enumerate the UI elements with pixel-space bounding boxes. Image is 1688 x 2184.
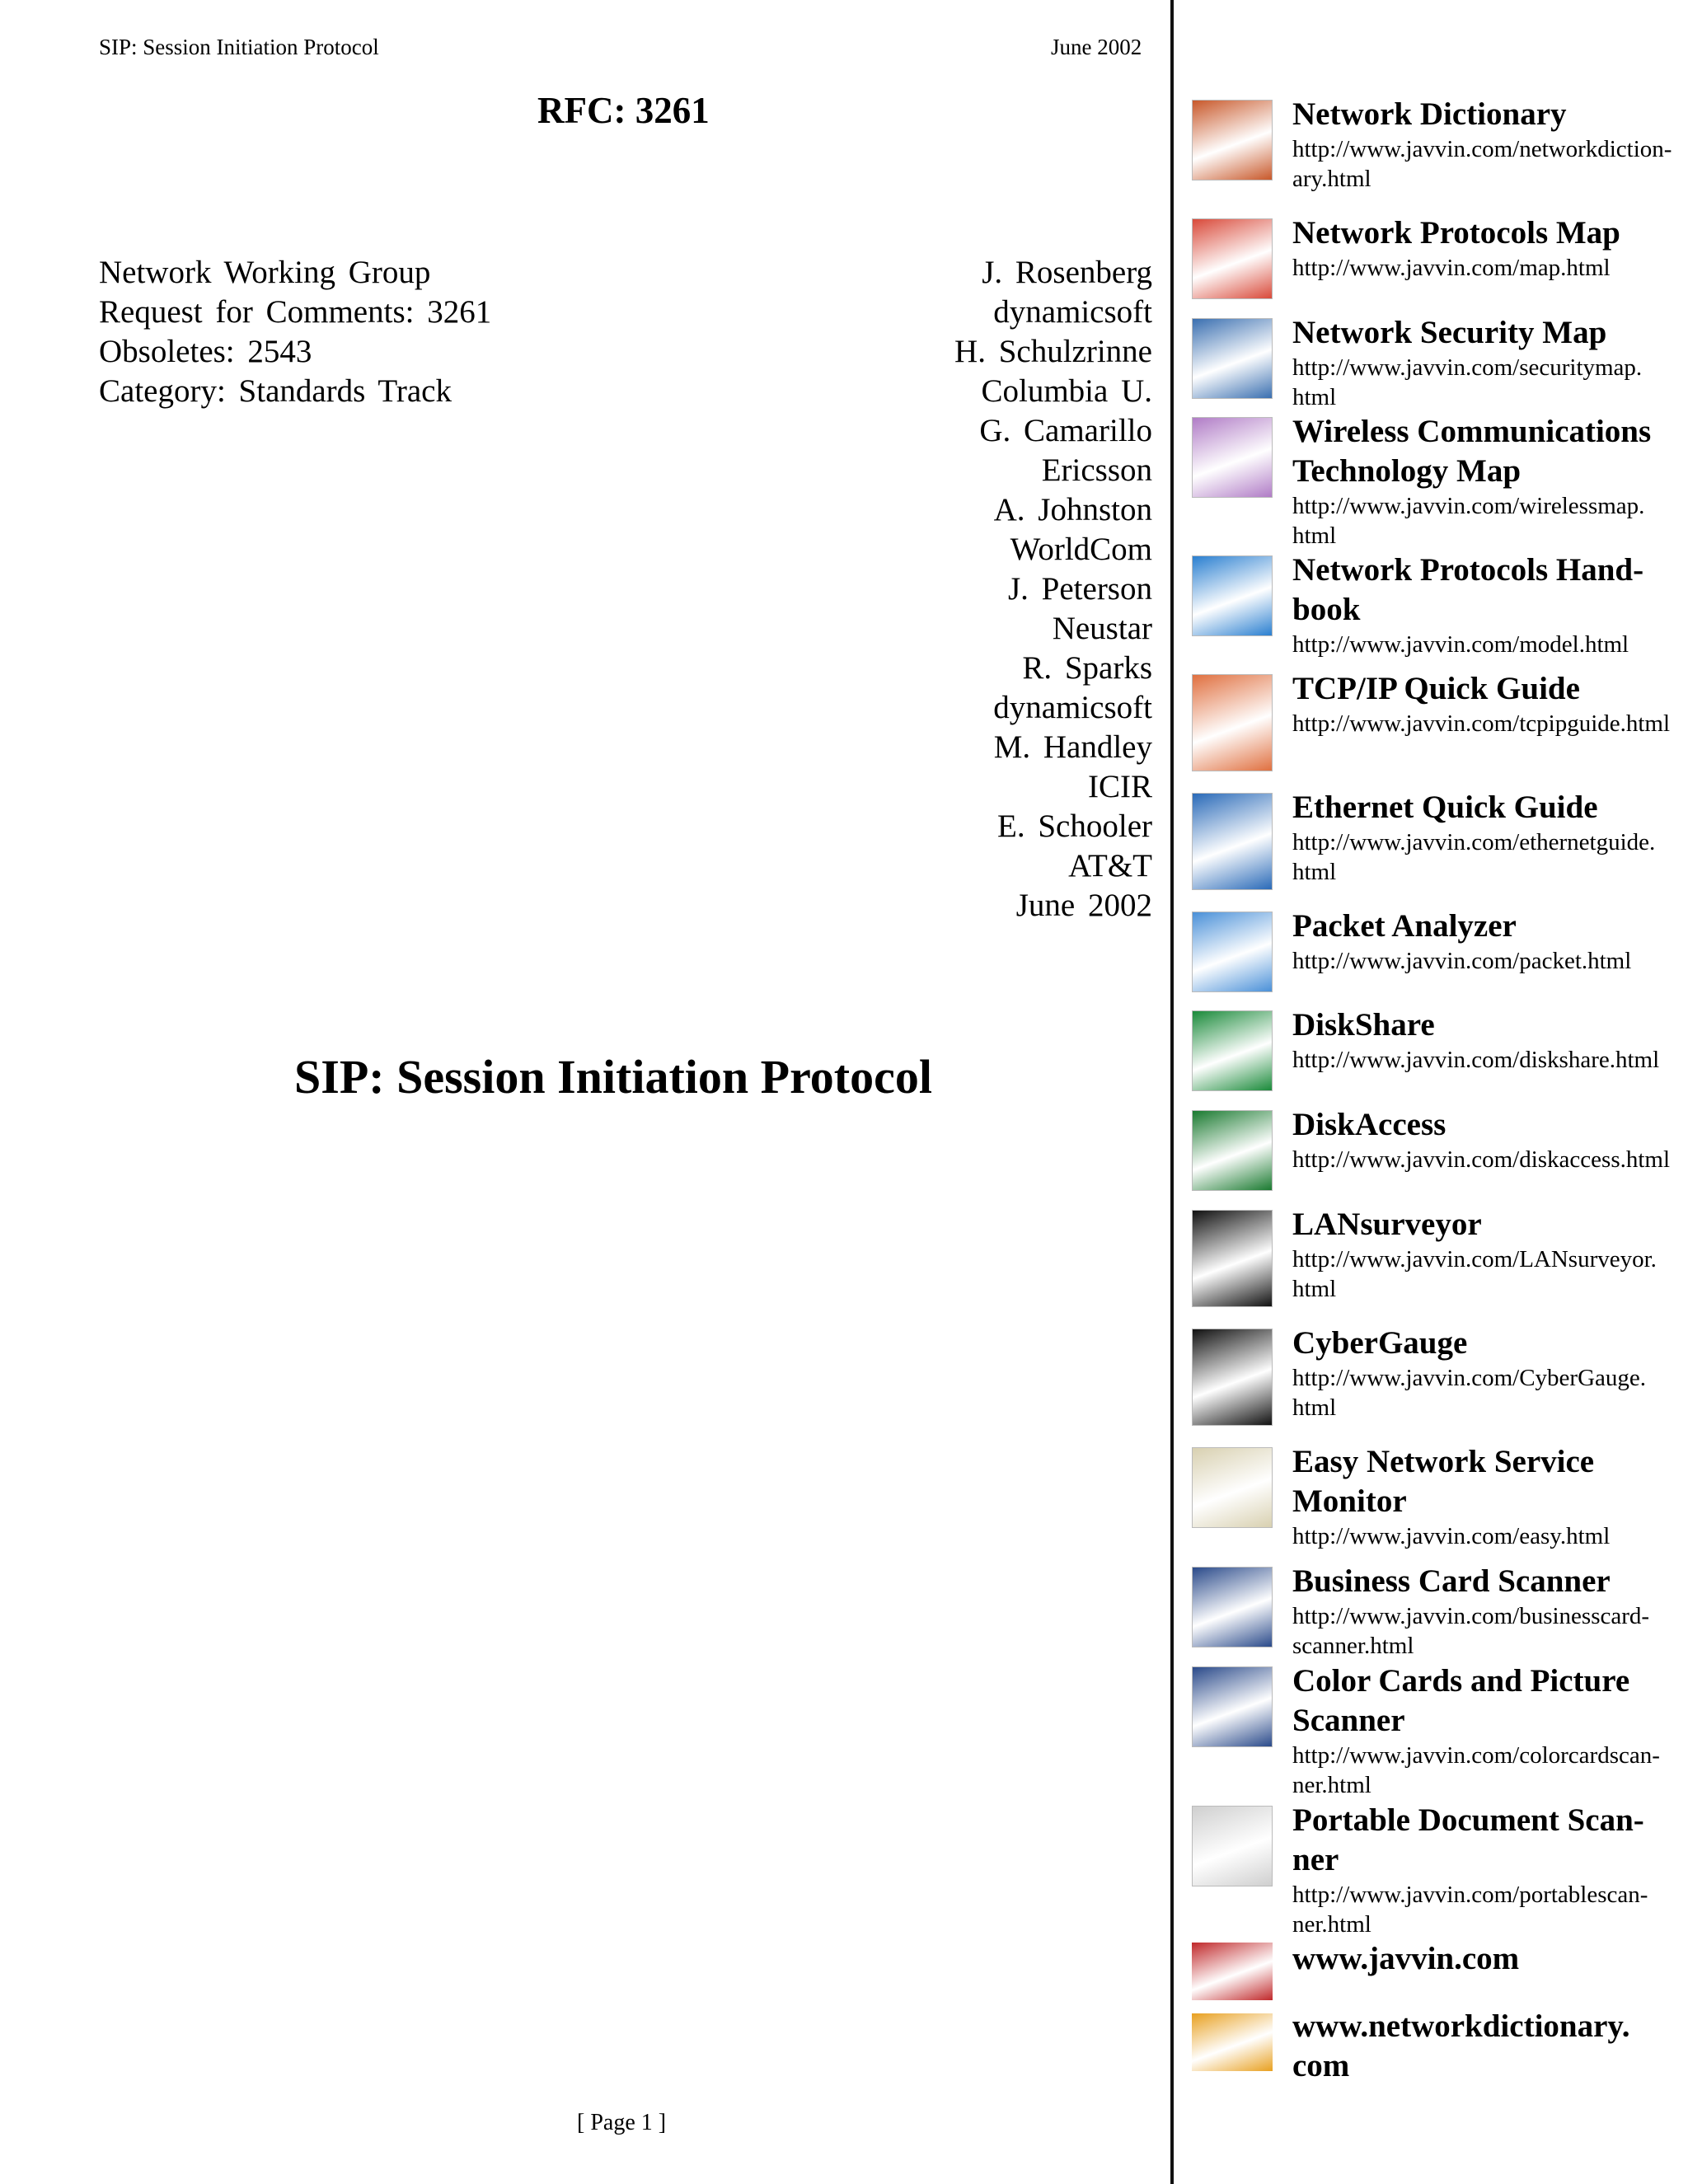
ad-url-link[interactable]: http://www.javvin.com/CyberGauge. [1292,1365,1647,1391]
diskshare-thumbnail[interactable] [1192,1010,1273,1091]
ad-url-link[interactable]: http://www.javvin.com/securitymap. [1292,354,1643,381]
author-line: J. Peterson [1008,571,1152,607]
protocols-map-thumbnail[interactable] [1192,218,1273,299]
author-line: A. Johnston [993,492,1152,527]
network-dictionary-thumbnail[interactable] [1192,100,1273,180]
ad-url-link[interactable]: scanner.html [1292,1633,1414,1659]
ad-title-link[interactable]: Wireless Communications [1292,414,1652,449]
ad-title-link[interactable]: Monitor [1292,1483,1407,1519]
ad-url-link[interactable]: http://www.javvin.com/easy.html [1292,1523,1611,1549]
ad-url-link[interactable]: ner.html [1292,1911,1372,1938]
javvin-logo-thumbnail[interactable] [1192,1943,1273,2000]
author-line: Ericsson [1041,452,1152,488]
category-line: Category: Standards Track [99,373,452,409]
ad-url-link[interactable]: http://www.javvin.com/wirelessmap. [1292,493,1645,519]
ad-title-link[interactable]: Ethernet Quick Guide [1292,790,1598,825]
ad-url-link[interactable]: ner.html [1292,1772,1372,1798]
ad-title-link[interactable]: Network Protocols Hand- [1292,552,1644,588]
ad-title-link[interactable]: TCP/IP Quick Guide [1292,671,1580,706]
tcpip-guide-thumbnail[interactable] [1192,674,1273,771]
ad-url-link[interactable]: http://www.javvin.com/diskaccess.html [1292,1146,1671,1173]
author-line: H. Schulzrinne [954,334,1152,369]
ad-url-link[interactable]: http://www.javvin.com/diskshare.html [1292,1047,1660,1073]
network-dictionary-site-link[interactable]: com [1292,2048,1350,2083]
ad-url-link[interactable]: http://www.javvin.com/businesscard- [1292,1603,1650,1629]
ad-title-link[interactable]: Network Security Map [1292,315,1607,350]
advertising-sidebar [1174,0,1688,2184]
ad-url-link[interactable]: http://www.javvin.com/ethernetguide. [1292,829,1656,855]
lansurveyor-thumbnail[interactable] [1192,1210,1273,1307]
ad-title-link[interactable]: CyberGauge [1292,1325,1468,1361]
protocols-handbook-thumbnail[interactable] [1192,555,1273,636]
ad-url-link[interactable]: http://www.javvin.com/networkdiction- [1292,136,1672,162]
ad-title-link[interactable]: Network Protocols Map [1292,215,1620,251]
ad-title-link[interactable]: Easy Network Service [1292,1444,1595,1479]
ad-url-link[interactable]: html [1292,523,1337,549]
author-line: M. Handley [993,729,1152,765]
ad-title-link[interactable]: Scanner [1292,1703,1405,1738]
ad-url-link[interactable]: html [1292,1394,1337,1421]
packet-analyzer-thumbnail[interactable] [1192,912,1273,992]
javvin-site-link[interactable]: www.javvin.com [1292,1941,1520,1976]
ad-title-link[interactable]: Color Cards and Picture [1292,1663,1630,1699]
author-line: Neustar [1052,611,1152,646]
ethernet-guide-thumbnail[interactable] [1192,793,1273,890]
author-line: J. Rosenberg [982,255,1152,290]
ad-url-link[interactable]: html [1292,1276,1337,1302]
author-line: WorldCom [1010,532,1152,567]
wireless-map-thumbnail[interactable] [1192,417,1273,498]
ad-url-link[interactable]: http://www.javvin.com/packet.html [1292,948,1632,974]
ad-url-link[interactable]: http://www.javvin.com/model.html [1292,631,1629,658]
color-card-scanner-thumbnail[interactable] [1192,1666,1273,1747]
obsoletes-line: Obsoletes: 2543 [99,334,312,369]
portable-scanner-thumbnail[interactable] [1192,1806,1273,1886]
ad-title-link[interactable]: Packet Analyzer [1292,908,1517,944]
business-card-scanner-thumbnail[interactable] [1192,1567,1273,1647]
security-map-thumbnail[interactable] [1192,318,1273,399]
ad-title-link[interactable]: Network Dictionary [1292,96,1567,132]
ad-url-link[interactable]: html [1292,384,1337,410]
ad-url-link[interactable]: html [1292,859,1337,885]
ad-title-link[interactable]: DiskShare [1292,1007,1435,1043]
ad-url-link[interactable]: http://www.javvin.com/tcpipguide.html [1292,710,1671,737]
rfc-metadata [99,253,491,411]
page-number: [ Page 1 ] [577,2110,667,2135]
author-line: AT&T [1068,848,1152,883]
working-group: Network Working Group [99,255,431,290]
network-dictionary-logo-thumbnail[interactable] [1192,2013,1273,2071]
ad-title-link[interactable]: ner [1292,1842,1339,1877]
ad-title-link[interactable]: Business Card Scanner [1292,1563,1611,1599]
author-line: dynamicsoft [993,294,1152,330]
ad-title-link[interactable]: Technology Map [1292,453,1522,489]
ad-title-link[interactable]: LANsurveyor [1292,1207,1482,1242]
author-list [954,253,1152,926]
ad-url-link[interactable]: http://www.javvin.com/map.html [1292,255,1611,281]
running-header-title: SIP: Session Initiation Protocol [99,35,379,59]
ad-url-link[interactable]: http://www.javvin.com/colorcardscan- [1292,1742,1660,1769]
ad-url-link[interactable]: http://www.javvin.com/portablescan- [1292,1882,1648,1908]
publication-date: June 2002 [1015,888,1152,923]
author-line: G. Camarillo [979,413,1152,448]
ad-title-link[interactable]: Portable Document Scan- [1292,1802,1644,1838]
author-line: ICIR [1088,769,1152,804]
ad-url-link[interactable]: http://www.javvin.com/LANsurveyor. [1292,1246,1657,1272]
author-line: Columbia U. [981,373,1152,409]
ad-title-link[interactable]: book [1292,592,1361,627]
author-line: E. Schooler [997,808,1152,844]
author-line: dynamicsoft [993,690,1152,725]
document-title: SIP: Session Initiation Protocol [294,1050,932,1104]
diskaccess-thumbnail[interactable] [1192,1110,1273,1191]
author-line: R. Sparks [1022,650,1152,686]
running-header-date: June 2002 [1051,35,1142,59]
network-dictionary-site-link[interactable]: www.networkdictionary. [1292,2008,1630,2044]
cybergauge-thumbnail[interactable] [1192,1329,1273,1426]
rfc-number-line: Request for Comments: 3261 [99,294,492,330]
ad-url-link[interactable]: ary.html [1292,166,1372,192]
rfc-heading: RFC: 3261 [537,90,710,131]
service-monitor-thumbnail[interactable] [1192,1447,1273,1528]
ad-title-link[interactable]: DiskAccess [1292,1107,1447,1142]
